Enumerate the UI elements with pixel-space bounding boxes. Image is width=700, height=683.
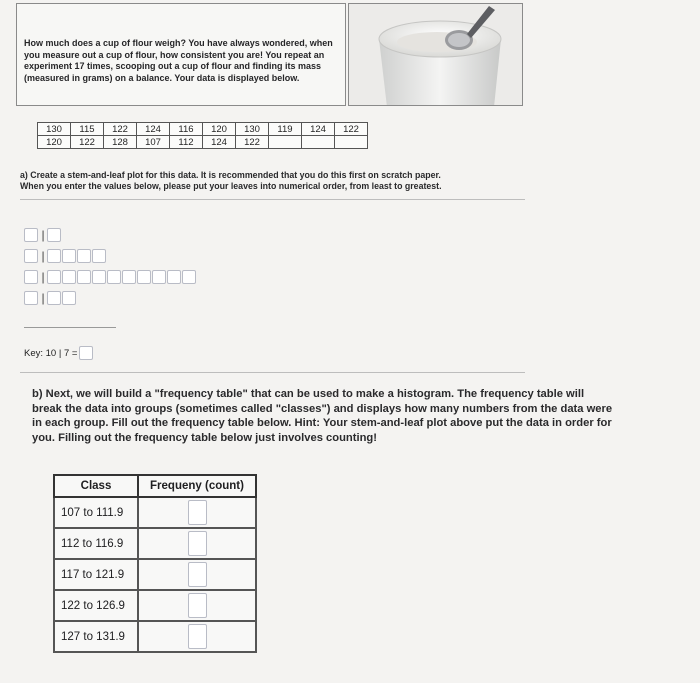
leaf-input[interactable]	[62, 291, 76, 305]
leaf-input[interactable]	[182, 270, 196, 284]
stem-input[interactable]	[24, 270, 38, 284]
key-label: Key: 10 | 7 =	[24, 347, 78, 359]
count-input[interactable]	[188, 593, 207, 618]
count-cell	[138, 590, 256, 621]
class-header: Class	[54, 475, 138, 497]
count-cell	[138, 621, 256, 652]
table-row	[54, 497, 256, 528]
class-cell: 107 to 111.9	[54, 497, 138, 528]
stem-input[interactable]	[24, 291, 38, 305]
key-input[interactable]	[79, 346, 93, 360]
count-cell	[138, 497, 256, 528]
stem-separator: |	[41, 291, 45, 305]
table-row	[54, 621, 256, 652]
part-a-line-1: a) Create a stem-and-leaf plot for this data. It is recommended that you do this first on scratch paper.	[20, 170, 441, 180]
data-cell: 116	[170, 123, 203, 136]
class-cell: 122 to 126.9	[54, 590, 138, 621]
stem-leaf-row	[24, 269, 197, 285]
leaf-input[interactable]	[47, 228, 61, 242]
stem-separator: |	[41, 228, 45, 242]
class-cell: 127 to 131.9	[54, 621, 138, 652]
frequency-table	[53, 474, 257, 653]
stem-input[interactable]	[24, 249, 38, 263]
data-cell: 122	[71, 136, 104, 149]
leaf-input[interactable]	[62, 249, 76, 263]
stem-separator: |	[41, 249, 45, 263]
leaf-input[interactable]	[122, 270, 136, 284]
leaf-input[interactable]	[92, 249, 106, 263]
leaf-input[interactable]	[137, 270, 151, 284]
count-input[interactable]	[188, 562, 207, 587]
count-cell	[138, 528, 256, 559]
stem-separator: |	[41, 270, 45, 284]
count-input[interactable]	[188, 624, 207, 649]
data-cell: 130	[38, 123, 71, 136]
leaf-input[interactable]	[77, 249, 91, 263]
stem-leaf-row	[24, 248, 107, 264]
data-cell: 124	[137, 123, 170, 136]
leaf-input[interactable]	[167, 270, 181, 284]
data-cell: 119	[269, 123, 302, 136]
data-cell: 130	[236, 123, 269, 136]
stem-leaf-row	[24, 290, 77, 306]
data-cell: 122	[236, 136, 269, 149]
data-cell-empty	[269, 136, 302, 149]
data-cell: 124	[203, 136, 236, 149]
leaf-input[interactable]	[47, 291, 61, 305]
divider	[20, 372, 525, 373]
part-a-line-2: When you enter the values below, please put your leaves into numerical order, from least to greatest.	[20, 181, 442, 191]
leaf-input[interactable]	[77, 270, 91, 284]
table-row	[54, 590, 256, 621]
table-header-row	[54, 475, 256, 497]
data-cell-empty	[302, 136, 335, 149]
count-input[interactable]	[188, 531, 207, 556]
data-cell: 107	[137, 136, 170, 149]
table-row	[54, 559, 256, 590]
key-row	[24, 346, 94, 360]
count-cell	[138, 559, 256, 590]
plot-underline	[24, 327, 116, 328]
data-cell: 120	[203, 123, 236, 136]
count-header: Frequeny (count)	[138, 475, 256, 497]
divider	[20, 199, 525, 200]
intro-text: How much does a cup of flour weigh? You have always wondered, when you measure out a cup of flour, how consistent you are! You repeat an experiment 17 times, scooping out a cup of flour and finding its mass (measured in grams) on a balance. Your data is displayed below.	[24, 38, 333, 83]
part-b-instructions: b) Next, we will build a "frequency table" that can be used to make a histogram. The frequency table will break the data into groups (sometimes called "classes") and displays how many numbers from the data were in each group. Fill out the frequency table below. Hint: Your stem-and-leaf plot above put the data in order for you. Filling out the frequency table below just involves counting!	[32, 388, 613, 444]
flour-data-table	[37, 122, 368, 149]
flour-photo	[348, 3, 523, 106]
flour-cup-image	[349, 4, 523, 106]
stem-input[interactable]	[24, 228, 38, 242]
data-row	[38, 123, 368, 136]
data-cell: 122	[104, 123, 137, 136]
leaf-input[interactable]	[62, 270, 76, 284]
data-cell: 124	[302, 123, 335, 136]
data-cell: 120	[38, 136, 71, 149]
class-cell: 112 to 116.9	[54, 528, 138, 559]
data-cell-empty	[335, 136, 368, 149]
leaf-input[interactable]	[47, 270, 61, 284]
data-cell: 128	[104, 136, 137, 149]
data-cell: 112	[170, 136, 203, 149]
stem-leaf-row	[24, 227, 62, 243]
class-cell: 117 to 121.9	[54, 559, 138, 590]
leaf-input[interactable]	[152, 270, 166, 284]
leaf-input[interactable]	[107, 270, 121, 284]
intro-box	[16, 3, 346, 106]
leaf-input[interactable]	[47, 249, 61, 263]
leaf-input[interactable]	[92, 270, 106, 284]
table-row	[54, 528, 256, 559]
data-cell: 122	[335, 123, 368, 136]
data-row	[38, 136, 368, 149]
count-input[interactable]	[188, 500, 207, 525]
part-a-instructions	[20, 170, 520, 192]
data-cell: 115	[71, 123, 104, 136]
